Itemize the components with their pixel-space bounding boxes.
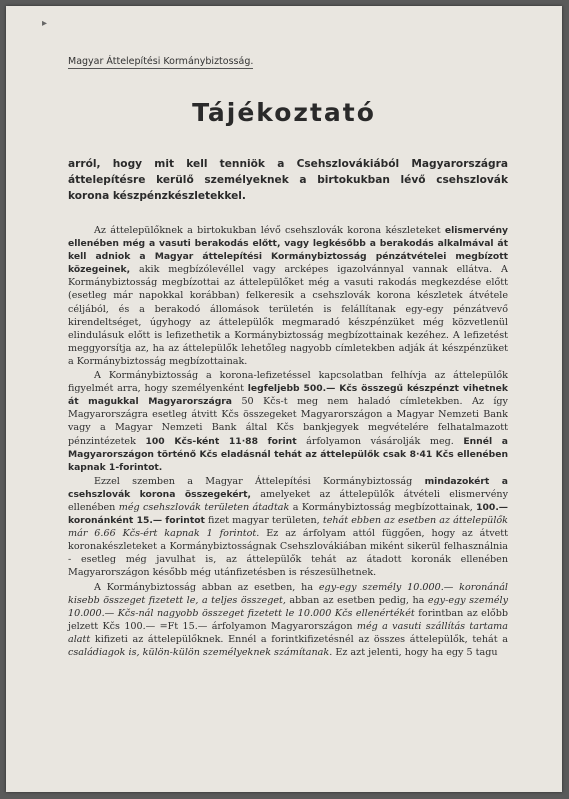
paragraph-1 xyxy=(68,224,508,368)
text-run: elismervény ellenében még a vasuti berakodás előtt, vagy legkésőbb a berakodás alkalmával át kell adniok a Magyar áttelepítési Kormánybiztosság pénzátvételei megbízott közegeinek, xyxy=(68,225,508,276)
text-run: még a vasuti szállítás tartama alatt xyxy=(68,620,508,645)
text-run: Az áttelepülőknek a birtokukban lévő csehszlovák korona készleteket xyxy=(94,225,445,236)
text-run: kifizeti az áttelepülőknek. Ennél a forintkifizetésnél az összes áttelepülők, tehát a xyxy=(90,633,508,645)
text-run: Ennél a Magyarországon történő Kčs eladásnál tehát az áttelepülők csak 8·41 Kčs ellenében kapnak 1-forintot. xyxy=(68,435,508,473)
paragraph-3 xyxy=(68,475,508,580)
text-run: A Kormánybiztosság a korona-lefizetéssel kapcsolatban felhívja az áttelepülők figyelmét arra, hogy személyenként xyxy=(68,370,508,395)
text-run: egy-egy személy 10.000.— koronánál kisebb összeget fizetett le, a teljes összeget, xyxy=(68,581,508,606)
text-run: 100.— koronánként 15.— forintot xyxy=(68,501,508,527)
text-run: mindazokért a csehszlovák korona összegekért, xyxy=(68,475,508,500)
intro-paragraph: arról, hogy mit kell tenniök a Csehszlovákiából Magyarországra áttelepítésre kerülő személyeknek a birtokukban lévő csehszlovák korona készpénzkészletekkel. xyxy=(68,158,508,202)
text-run: legfeljebb 500.— Kčs összegű készpénzt vihetnek át magukkal Magyarországra xyxy=(68,383,508,408)
text-run: árfolyamon vásárolják meg. xyxy=(296,435,464,447)
text-run: 50 Kčs-t meg nem haladó címletekben. Az így Magyarországra esetleg átvitt Kčs összegeket Magyarországon a Magyar Nemzeti Bank vagy a Magyar Nemzeti Bank által Kčs bankjegyek megvételére felhatalmazott pénzintézetek xyxy=(68,396,508,447)
text-run: Ez azt jelenti, hogy ha egy 5 tagu xyxy=(332,647,498,658)
text-run: amelyeket az áttelepülők átvételi elismervény ellenében xyxy=(68,488,509,513)
text-run: Ez az árfolyam attól függően, hogy az átvett koronakészleteket a Kormánybiztosságnak Csehszlovákiában miként sikerül felhasználnia - esetleg még javulhat is, az áttelepülők tehát az átadott koronák ellenében Magyarországon később még utánfizetésben is részesülhetnek. xyxy=(68,528,509,579)
organization-header: Magyar Áttelepítési Kormánybiztosság. xyxy=(68,56,254,67)
document-sheet xyxy=(6,6,562,792)
text-run: abban az esetben pedig, ha xyxy=(285,594,428,606)
text-run: tehát ebben az esetben az áttelepülők már 6.66 Kčs-ért kapnak 1 forintot. xyxy=(68,515,508,540)
corner-mark: ▸ xyxy=(42,18,48,29)
document-title: Tájékoztató xyxy=(192,98,376,127)
text-run: egy-egy személy 10.000.— Kčs-nál nagyobb összeget fizetett le 10.000 Kčs ellenértékét xyxy=(68,594,508,619)
paragraph-2 xyxy=(68,369,508,474)
text-run: fizet magyar területen, xyxy=(204,515,323,527)
text-run: forintban az előbb jelzett Kčs 100.— =Ft 15.— árfolyamon Magyarországon xyxy=(68,607,508,632)
text-run: a Kormánybiztosság megbízottainak, xyxy=(289,501,477,513)
paragraph-4 xyxy=(68,581,508,660)
text-run: 100 Kčs-ként 11·88 forint xyxy=(145,435,297,447)
text-run: Ezzel szemben a Magyar Áttelepítési Kormánybiztosság xyxy=(94,475,425,487)
body-text xyxy=(68,224,508,660)
text-run: még csehszlovák területen átadtak xyxy=(118,501,290,513)
text-run: családiagok is, külön-külön személyeknek számítanak. xyxy=(68,647,333,658)
text-run: A Kormánybiztosság abban az esetben, ha xyxy=(94,581,319,593)
text-run: akik megbízólevéllel vagy arcképes igazolvánnyal vannak ellátva. A Kormánybiztosság megbízottai az áttelepülőket még a vasuti rakodás megkezdése előtt (esetleg már napokkal korábban) felkeresik a csehszlovák korona készletek átvétele céljából, és a berakodó állomások területén is felállítanak egy-egy pénzátvevő kirendeltséget, úgyhogy az áttelepülők megmaradó készpénzüket még közvetlenül elindulásuk előtt is lefizethetik a Kormánybiztosság megbízottainak kezéhez. A lefizetést meggyorsítja az, ha az áttelepülők lehetőleg nagyobb címletekben adják át készpénzüket a Kormánybiztosság megbízottainak. xyxy=(68,264,508,367)
